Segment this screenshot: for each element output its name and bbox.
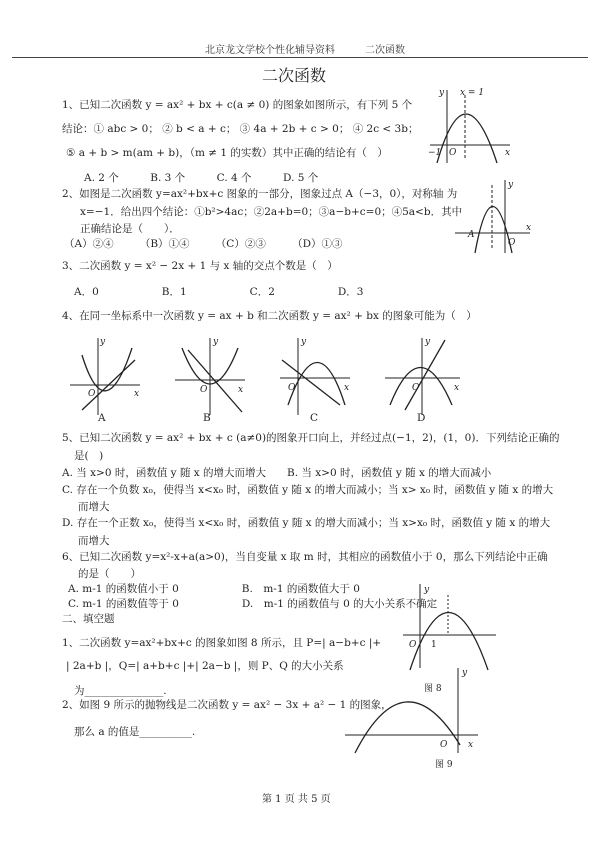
origin-label: O bbox=[449, 148, 457, 158]
q1-line: 1、已知二次函数 y = ax² + bx + c(a ≠ 0) 的图象如图所示，有下列 5 个 bbox=[62, 99, 413, 111]
q4-label-d: D bbox=[417, 412, 426, 424]
q5-option-d: D. 存在一个正数 x₀，使得当 x<x₀ 时，函数值 y 随 x 的增大而减小；当 x>x₀ 时，函数值 y 随 x 的增大 bbox=[62, 517, 551, 529]
figure-8-caption: 图 8 bbox=[424, 684, 442, 694]
q4-graph-d bbox=[385, 337, 460, 415]
q1-options: A. 2 个 B. 3 个 C. 4 个 D. 5 个 bbox=[84, 172, 319, 184]
axis-label: x = 1 bbox=[460, 88, 485, 98]
header-rule bbox=[12, 57, 588, 58]
svg-text:y: y bbox=[425, 337, 431, 347]
q4-graph-b bbox=[175, 337, 245, 415]
q4-label-b: B bbox=[203, 412, 211, 424]
q6-options-cd: C. m-1 的函数值等于 0 D. m-1 的函数值与 0 的大小关系不确定 bbox=[68, 598, 438, 610]
q2-line: 正确结论是（ ）． bbox=[80, 223, 180, 235]
x-label: x bbox=[526, 223, 532, 233]
x-label: x bbox=[505, 148, 511, 158]
svg-text:y: y bbox=[100, 337, 106, 347]
fill-q2-line: 2、如图 9 所示的抛物线是二次函数 y = ax² − 3x + a² − 1 的图象， bbox=[62, 699, 392, 711]
one-label: 1 bbox=[431, 640, 437, 650]
page-title: 二次函数 bbox=[262, 66, 327, 85]
q3-options: A．0 B．1 C．2 D．3 bbox=[74, 286, 364, 298]
q4-graph-c bbox=[280, 337, 350, 415]
y-label: y bbox=[508, 180, 514, 190]
fill-q1-blank[interactable]: 为_______________. bbox=[74, 685, 167, 697]
q5-option-d-cont: 而增大 bbox=[78, 535, 110, 547]
svg-text:y: y bbox=[301, 337, 307, 347]
svg-text:x: x bbox=[134, 389, 140, 399]
svg-text:x: x bbox=[344, 383, 350, 393]
q4-graph-a bbox=[70, 337, 140, 415]
x-label: x bbox=[468, 740, 474, 750]
q6-options-ab: A. m-1 的函数值小于 0 B. m-1 的函数值大于 0 bbox=[68, 583, 360, 595]
q1-line: ⑤ a + b > m(am + b)，（m ≠ 1 的实数）其中正确的结论有（ ） bbox=[66, 147, 388, 159]
q3-line: 3、二次函数 y = x² − 2x + 1 与 x 轴的交点个数是（ ） bbox=[62, 260, 338, 272]
q1-figure bbox=[425, 85, 515, 165]
svg-text:O: O bbox=[88, 389, 96, 399]
q6-line: 6、已知二次函数 y=x²-x+a(a>0)，当自变量 x 取 m 时，其相应的函数值小于 0，那么下列结论中正确 bbox=[62, 551, 548, 563]
running-header: 北京龙文学校个性化辅导资料 二次函数 bbox=[205, 45, 405, 56]
q2-line: 2、如图是二次函数 y=ax²+bx+c 图象的一部分，图象过点 A（−3，0），对称轴 为 bbox=[62, 188, 458, 200]
origin-label: O bbox=[409, 640, 417, 650]
figure-9-caption: 图 9 bbox=[435, 760, 453, 770]
svg-text:O: O bbox=[200, 385, 208, 395]
q5-line: 5、已知二次函数 y = ax² + bx + c (a≠0)的图象开口向上，并经过点(−1，2)，(1，0)．下列结论正确的 bbox=[62, 432, 560, 444]
q4-label-a: A bbox=[98, 412, 106, 424]
svg-text:x: x bbox=[238, 385, 244, 395]
q5-option-ab: A. 当 x>0 时，函数值 y 随 x 的增大而增大 B. 当 x>0 时，函数值 y 随 x 的增大而减小 bbox=[62, 467, 492, 479]
y-label: y bbox=[462, 668, 468, 678]
y-label: y bbox=[439, 88, 445, 98]
section-heading: 二、填空题 bbox=[62, 613, 115, 625]
q5-option-c: C. 存在一个负数 x₀，使得当 x<x₀ 时，函数值 y 随 x 的增大而减小；当 x> x₀ 时，函数值 y 随 x 的增大 bbox=[62, 484, 554, 496]
q4-line: 4、在同一坐标系中一次函数 y = ax + b 和二次函数 y = ax² + bx 的图象可能为（ ） bbox=[62, 310, 477, 322]
q2-options: （A）②④ （B）①④ （C）②③ （D）①③ bbox=[64, 238, 343, 250]
svg-text:y: y bbox=[213, 337, 219, 347]
figure-8 bbox=[398, 580, 498, 675]
fill-q1-line: | 2a+b |，Q=| a+b+c |+| 2a−b |，则 P、Q 的大小关系 bbox=[66, 660, 344, 672]
fill-q1-line: 1、二次函数 y=ax²+bx+c 的图象如图 8 所示，且 P=| a−b+c |+ bbox=[62, 637, 382, 649]
q2-line: x=−1．给出四个结论：①b²>4ac；②2a+b=0；③a−b+c=0；④5a<b．其中 bbox=[80, 206, 463, 218]
svg-text:O: O bbox=[412, 383, 420, 393]
q4-label-c: C bbox=[310, 412, 319, 424]
q5-option-c-cont: 而增大 bbox=[78, 501, 110, 513]
q4-graphs bbox=[60, 330, 530, 420]
y-label: y bbox=[424, 585, 430, 595]
fill-q2-blank[interactable]: 那么 a 的值是__________. bbox=[74, 726, 196, 738]
svg-text:x: x bbox=[454, 383, 460, 393]
q1-line: 结论：① abc > 0； ② b < a + c； ③ 4a + 2b + c > 0； ④ 2c < 3b； bbox=[62, 123, 419, 135]
figure-9 bbox=[340, 665, 480, 755]
q5-line: 是( ) bbox=[74, 450, 104, 462]
neg-one-label: −1 bbox=[428, 148, 442, 158]
q2-figure bbox=[450, 175, 535, 255]
origin-label: O bbox=[440, 740, 448, 750]
point-a-label: A bbox=[468, 230, 475, 240]
q6-line: 的是（ ） bbox=[78, 568, 141, 580]
origin-label: O bbox=[508, 238, 516, 248]
page-footer: 第 1 页 共 5 页 bbox=[262, 794, 331, 805]
svg-text:O: O bbox=[288, 383, 296, 393]
